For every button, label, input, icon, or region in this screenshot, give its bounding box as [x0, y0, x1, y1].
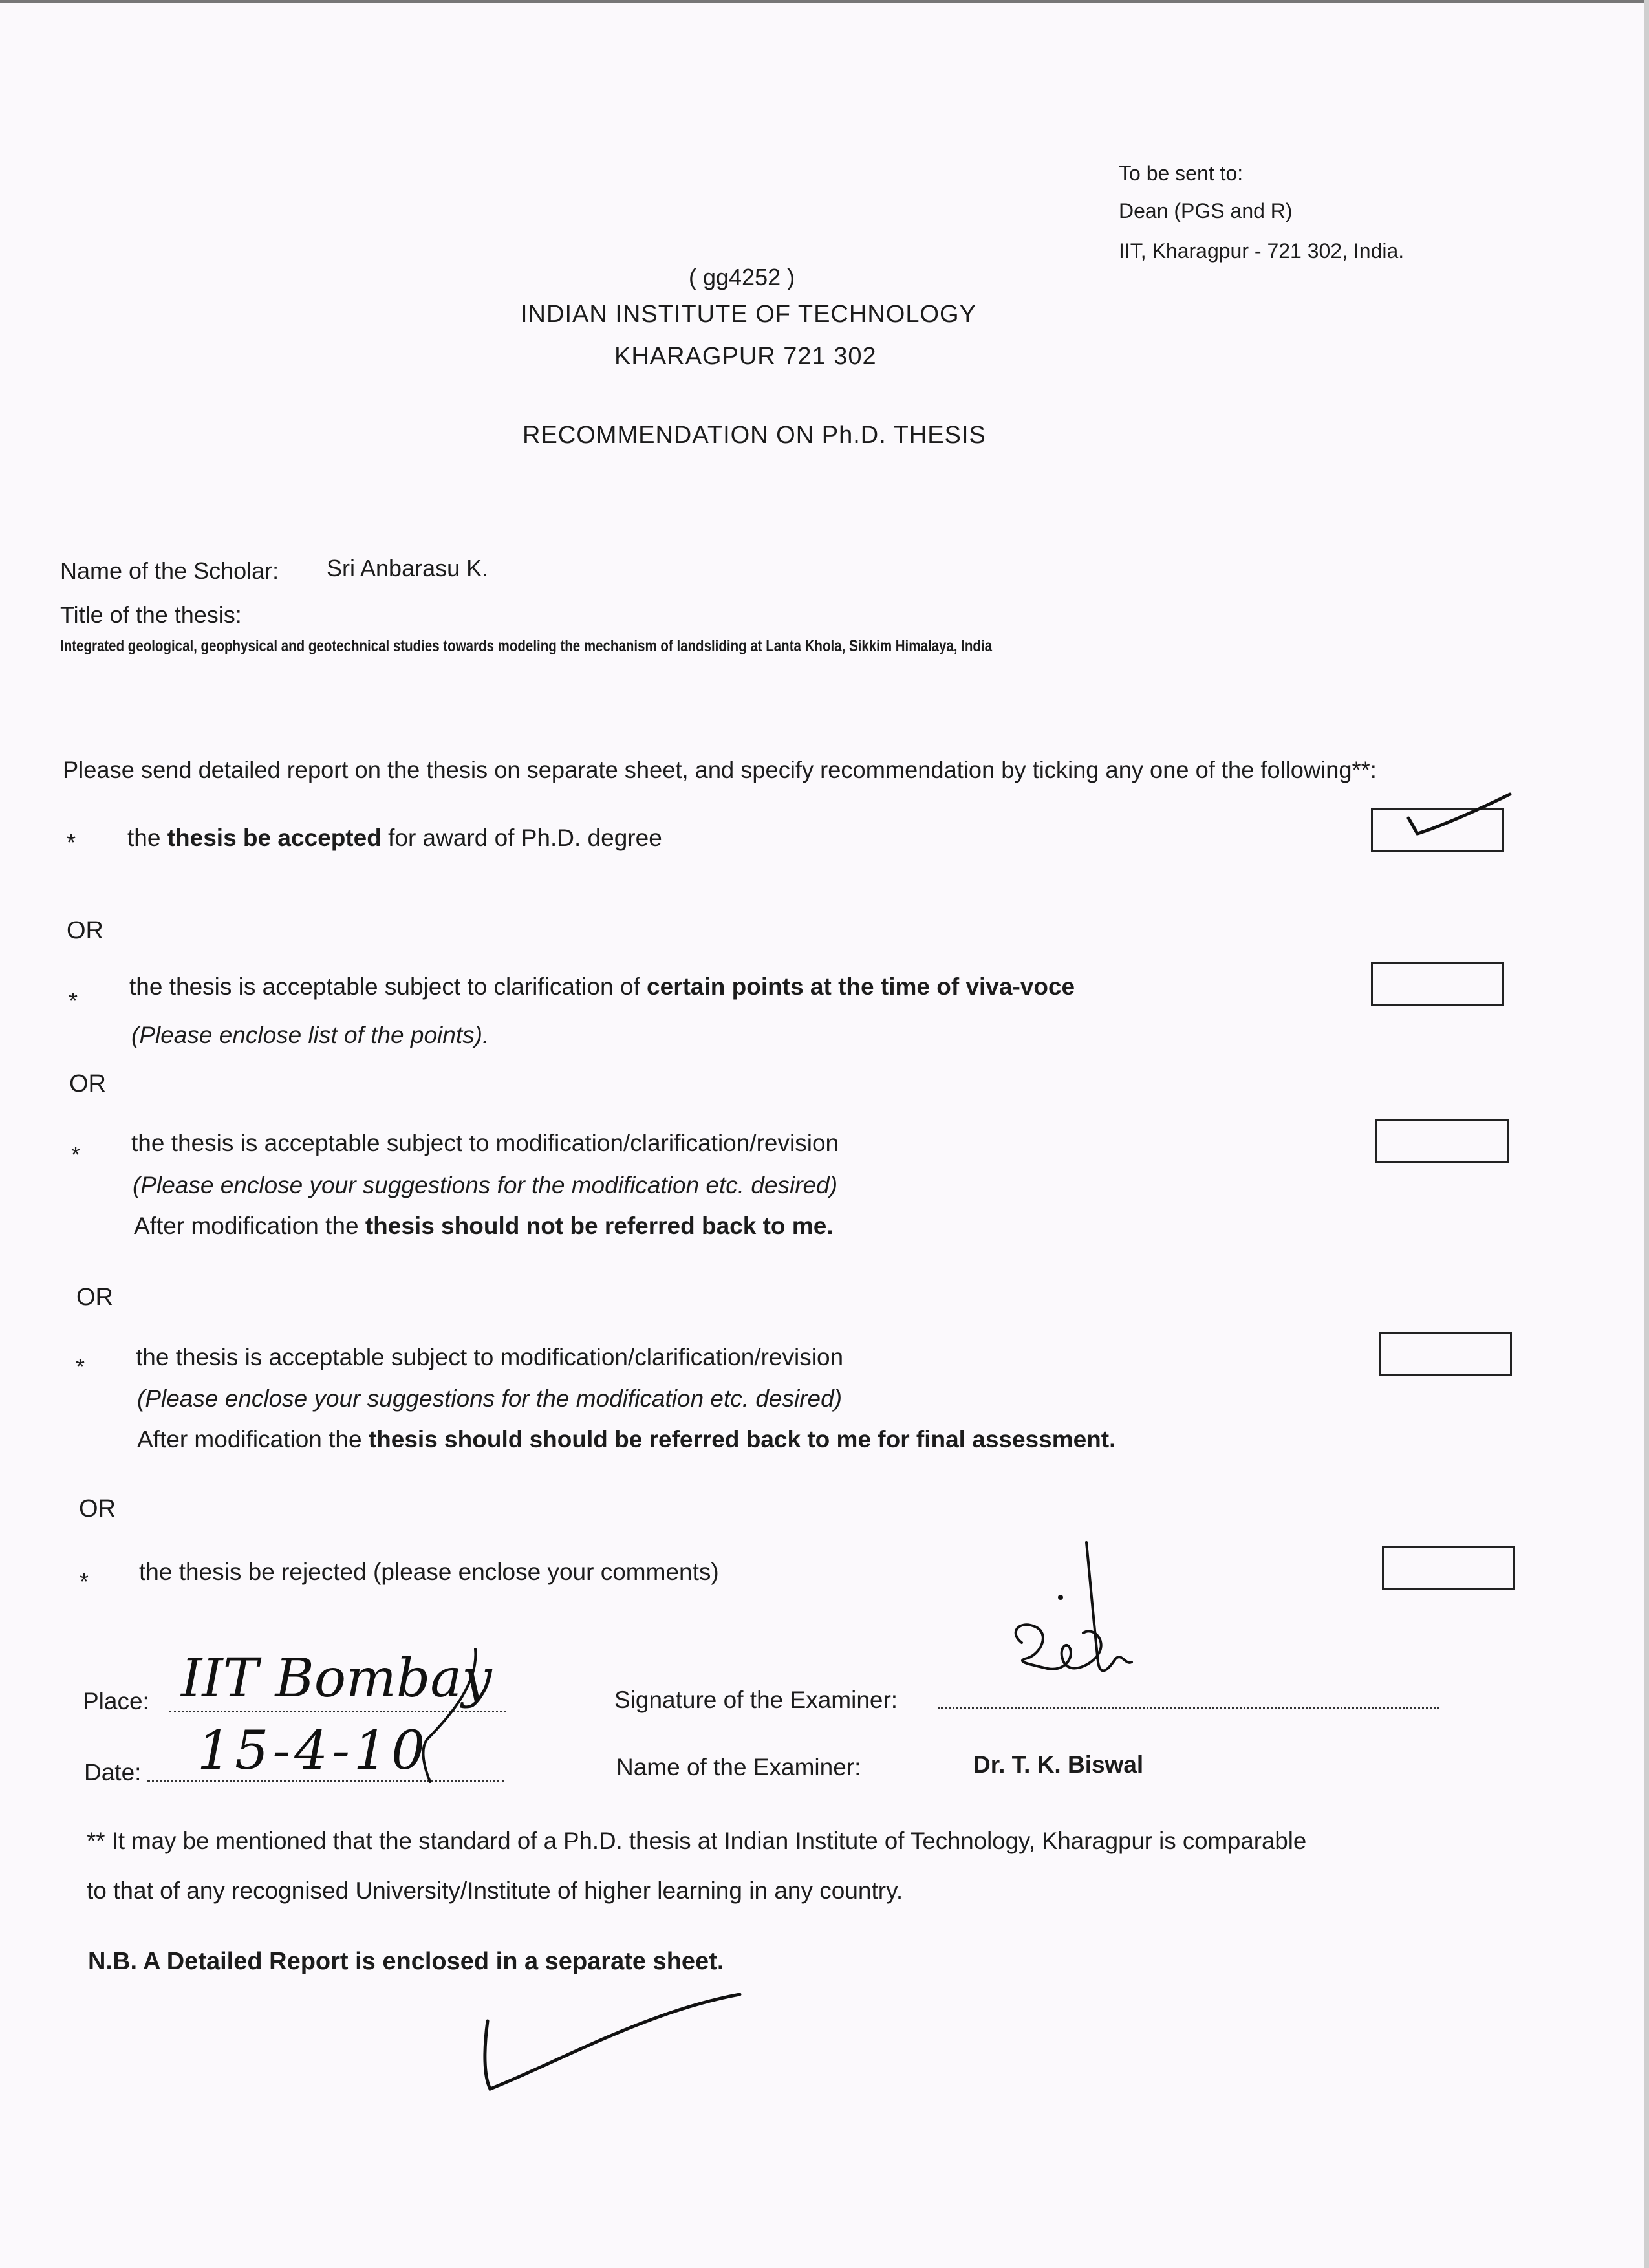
date-value: 15-4-10 [197, 1720, 429, 1782]
page-title: RECOMMENDATION ON Ph.D. THESIS [523, 422, 986, 449]
option-refer-after-pre: After modification the [137, 1426, 369, 1453]
or-divider: OR [69, 1070, 106, 1097]
place-label: Place: [83, 1688, 149, 1714]
footnote-line1: ** It may be mentioned that the standard of a Ph.D. thesis at Indian Institute of Technology, Kharagpur is comparable [87, 1828, 1307, 1854]
form-code: ( gg4252 ) [689, 264, 795, 290]
option-refer-after [137, 1426, 1116, 1453]
date-label: Date: [84, 1759, 142, 1786]
option-bullet: * [71, 1141, 81, 1168]
option-accept-bold: thesis be accepted [167, 825, 382, 851]
place-value: IIT Bombay [181, 1648, 492, 1709]
checkmark-icon [479, 1985, 750, 2102]
send-to-line1: Dean (PGS and R) [1119, 199, 1293, 222]
scholar-name-value: Sri Anbarasu K. [327, 555, 489, 581]
or-divider: OR [67, 917, 103, 944]
option-viva-bold: certain points at the time of viva-voce [647, 973, 1075, 1000]
option-modify-no-refer-checkbox[interactable] [1375, 1119, 1509, 1163]
option-accept-pre: the [127, 825, 167, 851]
checkmark-icon [1403, 792, 1552, 844]
signature-scribble [996, 1536, 1145, 1711]
option-modify-note: (Please enclose your suggestions for the modification etc. desired) [133, 1172, 838, 1198]
option-modify-after-bold: thesis should not be referred back to me. [365, 1213, 834, 1239]
signature-label: Signature of the Examiner: [614, 1687, 898, 1713]
option-viva-text [129, 973, 1075, 1000]
scholar-name-label: Name of the Scholar: [60, 557, 279, 584]
option-modify-after [134, 1213, 834, 1240]
option-modify-line1: the thesis is acceptable subject to modification/clarification/revision [131, 1130, 839, 1156]
examiner-name-value: Dr. T. K. Biswal [973, 1751, 1144, 1778]
option-viva-pre: the thesis is acceptable subject to clarification of [129, 973, 647, 1000]
page-border-right [1644, 0, 1649, 2268]
send-to-line2: IIT, Kharagpur - 721 302, India. [1119, 239, 1405, 263]
instruction-text: Please send detailed report on the thesis on separate sheet, and specify recommendation by ticking any one of the following**: [63, 757, 1377, 783]
footnote-line2: to that of any recognised University/Institute of higher learning in any country. [87, 1877, 903, 1904]
option-reject-text: the thesis be rejected (please enclose your comments) [139, 1559, 719, 1585]
option-refer-after-bold: thesis should should be referred back to me for final assessment. [368, 1426, 1116, 1453]
option-accept-text [127, 825, 662, 852]
option-modify-refer-checkbox[interactable] [1379, 1332, 1512, 1376]
or-divider: OR [79, 1495, 116, 1522]
institute-city: KHARAGPUR 721 302 [614, 343, 877, 370]
option-refer-line1: the thesis is acceptable subject to modification/clarification/revision [136, 1344, 844, 1370]
option-bullet: * [67, 829, 76, 856]
option-reject-checkbox[interactable] [1382, 1546, 1515, 1590]
or-divider: OR [76, 1284, 113, 1311]
option-refer-note: (Please enclose your suggestions for the modification etc. desired) [137, 1385, 843, 1412]
page-border-top [0, 0, 1649, 3]
institute-name: INDIAN INSTITUTE OF TECHNOLOGY [521, 301, 976, 328]
thesis-title-value: Integrated geological, geophysical and geotechnical studies towards modeling the mechanism of landsliding at Lanta Khola, Sikkim Himalaya, India [60, 637, 993, 655]
send-to-heading: To be sent to: [1119, 162, 1244, 185]
option-bullet: * [80, 1568, 89, 1595]
nb-note: N.B. A Detailed Report is enclosed in a separate sheet. [88, 1948, 724, 1975]
option-modify-after-pre: After modification the [134, 1213, 365, 1239]
bracket-stroke-icon [414, 1643, 491, 1798]
option-accept-post: for award of Ph.D. degree [381, 825, 662, 851]
option-viva-note: (Please enclose list of the points). [131, 1022, 490, 1048]
thesis-title-label: Title of the thesis: [60, 601, 242, 628]
option-viva-checkbox[interactable] [1371, 962, 1504, 1006]
examiner-name-label: Name of the Examiner: [616, 1754, 861, 1780]
option-bullet: * [69, 988, 78, 1014]
option-bullet: * [76, 1354, 85, 1380]
